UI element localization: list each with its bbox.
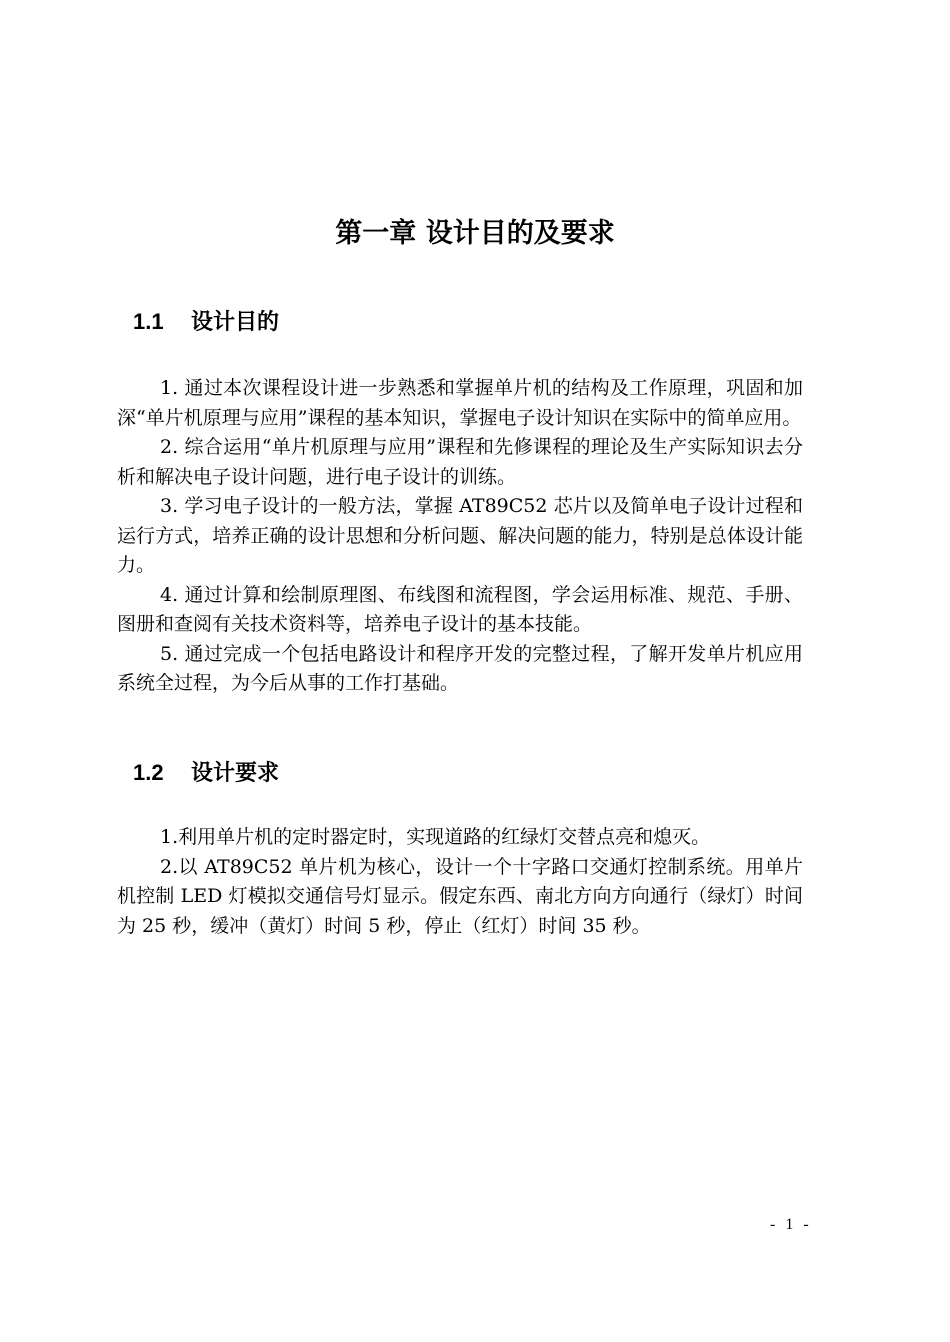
paragraph: 1.利用单片机的定时器定时，实现道路的红绿灯交替点亮和熄灭。 [160, 826, 711, 848]
section-heading-1-2 [133, 757, 279, 790]
section-heading-1-1 [133, 306, 279, 339]
paragraph: 3. 学习电子设计的一般方法，掌握 AT89C52 芯片以及简单电子设计过程和运行方式，培养正确的设计思想和分析问题、解决问题的能力，特别是总体设计能力。 [117, 495, 803, 576]
section-title: 设计要求 [191, 761, 280, 786]
paragraph: 4. 通过计算和绘制原理图、布线图和流程图，学会运用标准、规范、手册、图册和查阅有关技术资料等，培养电子设计的基本技能。 [117, 583, 803, 635]
section-title: 设计目的 [191, 310, 280, 335]
paragraph: 2.以 AT89C52 单片机为核心，设计一个十字路口交通灯控制系统。用单片机控制 LED 灯模拟交通信号灯显示。假定东西、南北方向方向通行（绿灯）时间为 25 秒，缓冲（黄灯）时间 5 秒，停止（红灯）时间 35 秒。 [117, 855, 803, 937]
section-number: 1.2 [133, 760, 164, 785]
page-number: - 1 - [770, 1216, 812, 1233]
chapter-title: 第一章 设计目的及要求 [335, 218, 615, 249]
paragraph: 5. 通过完成一个包括电路设计和程序开发的完整过程，了解开发单片机应用系统全过程，为今后从事的工作打基础。 [117, 642, 803, 694]
section-number: 1.1 [133, 309, 164, 334]
section-1-2-body [117, 823, 803, 941]
paragraph: 2. 综合运用“单片机原理与应用”课程和先修课程的理论及生产实际知识去分析和解决电子设计问题，进行电子设计的训练。 [117, 436, 803, 488]
paragraph: 1. 通过本次课程设计进一步熟悉和掌握单片机的结构及工作原理，巩固和加深“单片机原理与应用”课程的基本知识，掌握电子设计知识在实际中的简单应用。 [117, 377, 803, 429]
section-1-1-body [117, 374, 803, 699]
